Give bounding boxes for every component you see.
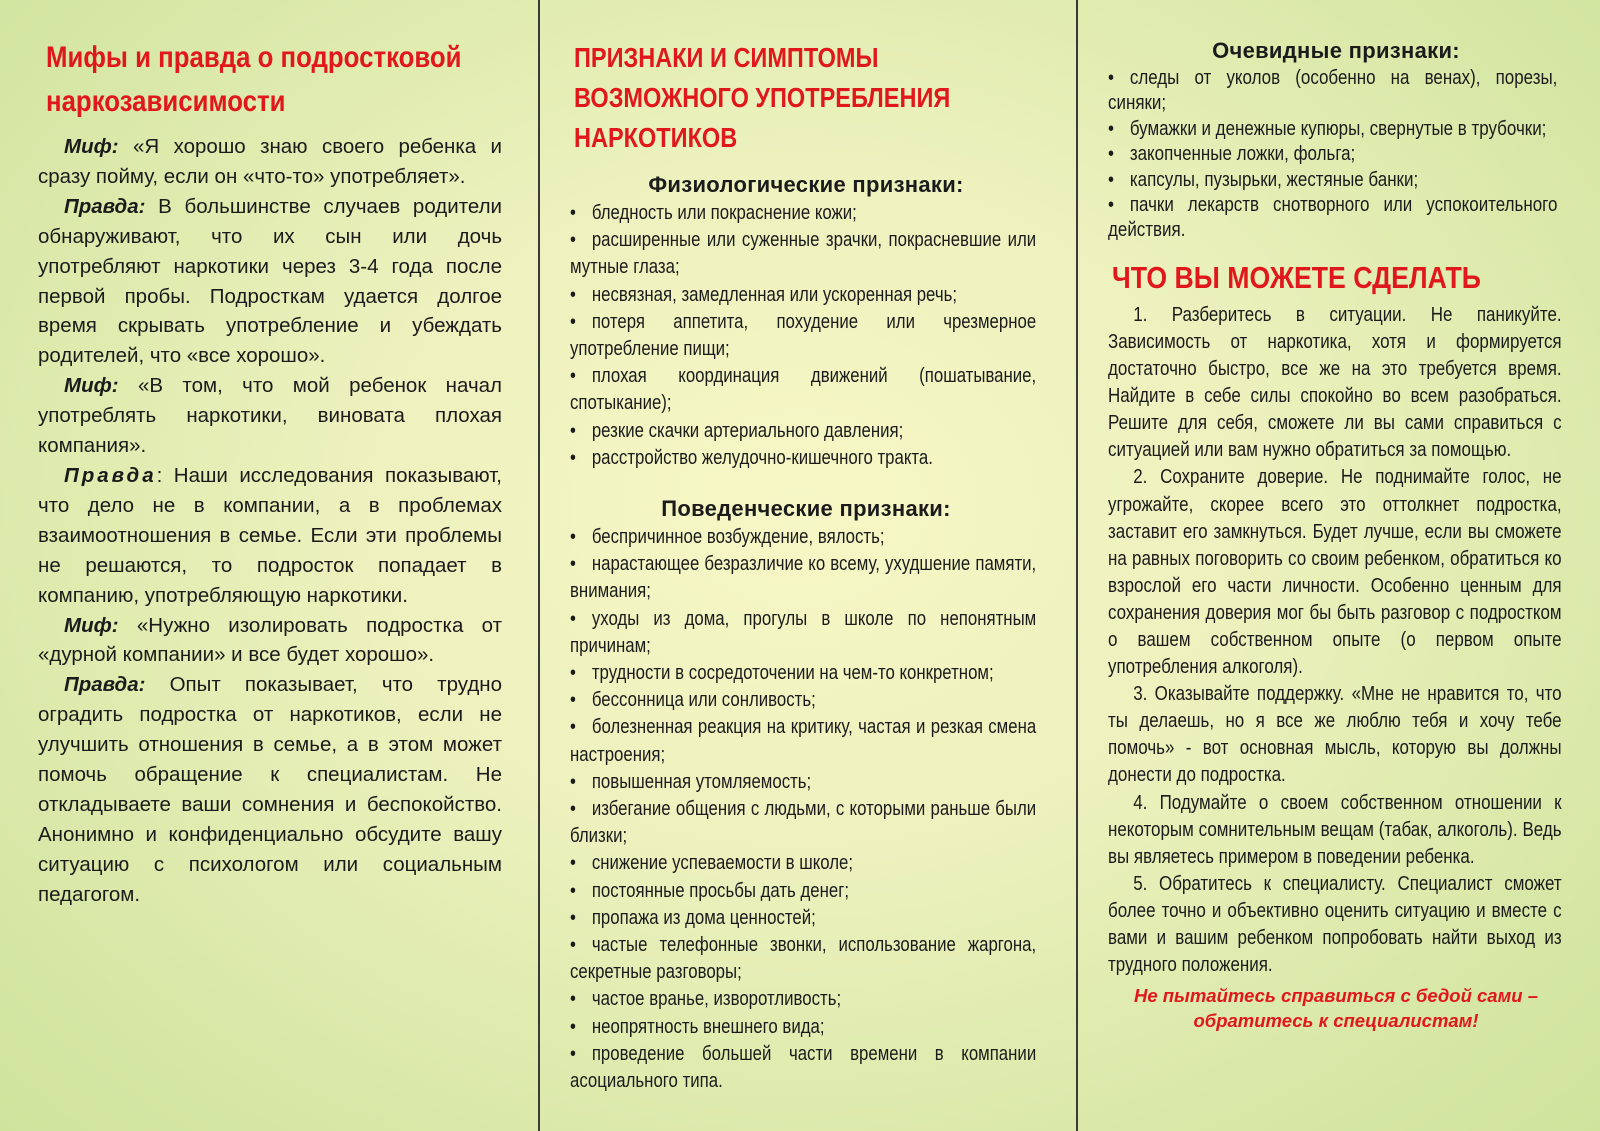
list-item-text: бумажки и денежные купюры, свернутые в трубочки; (1129, 117, 1547, 140)
behav-item (570, 850, 1036, 877)
paragraph-text: Опыт показывает, что трудно оградить подростка от наркотиков, если не улучшить отношения в семье, а в этом может помочь обращение к специалистам. Не откладываете ваши сомнения и беспокойство. Анонимно и конфиденциально обсудите вашу ситуацию с психологом или социальным педагогом. (38, 673, 502, 906)
bullet-icon: • (570, 310, 576, 333)
obvious-heading: Очевидные признаки: (1212, 38, 1460, 63)
bullet-icon: • (1108, 117, 1114, 140)
bullet-icon: • (570, 934, 576, 957)
list-item-text: пропажа из дома ценностей; (591, 906, 816, 929)
behav-item (570, 878, 1036, 905)
bullet-icon: • (570, 202, 576, 224)
behav-list (570, 524, 1042, 1095)
actions-title: ЧТО ВЫ МОЖЕТЕ СДЕЛАТЬ (1112, 259, 1481, 295)
truth-paragraph (38, 461, 502, 611)
physio-item (570, 418, 1036, 445)
bullet-icon: • (570, 1042, 576, 1065)
list-item-text: нарастающее безразличие ко всему, ухудшение памяти, внимания; (570, 553, 1037, 603)
paragraph-text: : Наши исследования показывают, что дело не в компании, а в проблемах взаимоотношения в семье. Если эти проблемы не решаются, то подросток попадает в компанию, употребляющую наркотики. (38, 463, 502, 607)
paragraph-label: Правда: (64, 194, 146, 218)
behav-item (570, 905, 1036, 932)
truth-paragraph (38, 670, 502, 909)
behav-item (570, 551, 1036, 605)
list-item-text: расстройство желудочно-кишечного тракта. (591, 446, 933, 469)
list-item-text: повышенная утомляемость; (591, 770, 812, 793)
bullet-icon: • (570, 526, 576, 549)
list-item-text: уходы из дома, прогулы в школе по непонятным причинам; (570, 607, 1037, 657)
obvious-list (1108, 66, 1564, 244)
physio-item (570, 309, 1036, 363)
bullet-icon: • (570, 1015, 576, 1038)
bullet-icon: • (1108, 194, 1114, 217)
actions-steps (1108, 302, 1564, 979)
bullet-icon: • (570, 689, 576, 712)
bullet-icon: • (570, 283, 576, 306)
closing-line: Не пытайтесь справиться с бедой сами – (1133, 985, 1539, 1007)
behav-item (570, 714, 1036, 768)
obvious-item (1108, 117, 1557, 142)
list-item-text: несвязная, замедленная или ускоренная речь; (591, 283, 958, 306)
list-item-text: расширенные или суженные зрачки, покрасневшие или мутные глаза; (570, 229, 1037, 279)
paragraph-text: В большинстве случаев родители обнаруживают, что их сын или дочь употребляют наркотики через 3-4 года после первой пробы. Подросткам удается долгое время скрывать употребление и убеждать родителей, что «все хорошо». (38, 194, 502, 368)
bullet-icon: • (570, 607, 576, 630)
bullet-icon: • (570, 446, 576, 469)
behav-item (570, 769, 1036, 796)
list-item-text: постоянные просьбы дать денег; (591, 879, 850, 902)
action-step: 1. Разберитесь в ситуации. Не паникуйте. Зависимость от наркотика, хотя и формируется достаточно быстро, все же на это требуется время. Найдите в себе силы спокойно во всем разобраться. Решите для себя, сможете ли вы сами справиться с ситуацией или вам нужно обратиться за помощью. (1108, 303, 1562, 462)
closing-line: обратитесь к специалистам! (1193, 1010, 1479, 1032)
list-item-text: избегание общения с людьми, с которыми раньше были близки; (570, 798, 1037, 848)
paragraph-text: «Нужно изолировать подростка от «дурной компании» и все будет хорошо». (38, 613, 502, 667)
obvious-item (1108, 168, 1557, 193)
myths-column (0, 0, 538, 1131)
myths-text (38, 132, 502, 910)
physio-item (570, 445, 1036, 472)
myth-paragraph (38, 371, 502, 461)
symptoms-title: ПРИЗНАКИ И СИМПТОМЫ ВОЗМОЖНОГО УПОТРЕБЛЕНИЯ НАРКОТИКОВ (574, 42, 951, 153)
paragraph-label: Правда (64, 463, 157, 487)
truth-paragraph (38, 192, 502, 371)
physio-item (570, 200, 1036, 227)
bullet-icon: • (570, 770, 576, 793)
behav-item (570, 1041, 1036, 1095)
behav-item (570, 660, 1036, 687)
bullet-icon: • (570, 716, 576, 739)
paragraph-label: Правда: (64, 673, 146, 697)
list-item-text: потеря аппетита, похудение или чрезмерное употребление пищи; (570, 310, 1037, 361)
bullet-icon: • (570, 662, 576, 685)
list-item-text: плохая координация движений (пошатывание, спотыкание); (570, 365, 1037, 415)
behav-item (570, 796, 1036, 850)
behav-item (570, 524, 1036, 551)
list-item-text: трудности в сосредоточении на чем-то конкретном; (591, 662, 994, 685)
behav-item (570, 1014, 1036, 1041)
action-step: 3. Оказывайте поддержку. «Мне не нравится то, что ты делаешь, но я все же люблю тебя и хочу тебе помочь» - вот основная мысль, которую вы должны донести до подростка. (1108, 683, 1562, 787)
list-item-text: беспричинное возбуждение, вялость; (591, 526, 885, 549)
closing-call (1108, 983, 1564, 1033)
obvious-item (1108, 142, 1557, 167)
physio-item (570, 363, 1036, 417)
list-item-text: следы от уколов (особенно на венах), порезы, синяки; (1108, 67, 1558, 115)
bullet-icon: • (570, 906, 576, 929)
bullet-icon: • (1108, 143, 1114, 166)
bullet-icon: • (570, 229, 576, 252)
paragraph-text: «В том, что мой ребенок начал употреблять наркотики, виновата плохая компания». (38, 374, 502, 458)
actions-column (1078, 0, 1600, 1131)
myths-title: Мифы и правда о подростковой наркозависимости (46, 41, 462, 118)
myth-paragraph (38, 611, 502, 671)
symptoms-column (540, 0, 1076, 1131)
list-item-text: частое вранье, изворотливость; (591, 988, 842, 1011)
behav-item (570, 606, 1036, 660)
bullet-icon: • (570, 798, 576, 821)
list-item-text: закопченные ложки, фольга; (1129, 143, 1356, 166)
bullet-icon: • (570, 852, 576, 875)
bullet-icon: • (570, 988, 576, 1011)
list-item-text: болезненная реакция на критику, частая и резкая смена настроения; (570, 716, 1037, 766)
list-item-text: пачки лекарств снотворного или успокоительного действия. (1108, 194, 1558, 242)
myth-paragraph (38, 132, 502, 192)
action-step: 4. Подумайте о своем собственном отношении к некоторым сомнительным вещам (табак, алкоголь). Ведь вы являетесь примером в поведении ребенка. (1108, 791, 1562, 868)
behav-item (570, 932, 1036, 986)
list-item-text: частые телефонные звонки, использование жаргона, секретные разговоры; (570, 934, 1037, 984)
bullet-icon: • (570, 553, 576, 576)
action-step: 5. Обратитесь к специалисту. Специалист сможет более точно и объективно оценить ситуацию и вместе с вами и вашим ребенком попробовать найти выход из трудного положения. (1108, 872, 1562, 977)
obvious-item (1108, 193, 1557, 244)
list-item-text: капсулы, пузырьки, жестяные банки; (1129, 168, 1419, 191)
bullet-icon: • (570, 365, 576, 388)
bullet-icon: • (1108, 67, 1114, 89)
behav-heading: Поведенческие признаки: (661, 496, 951, 522)
list-item-text: резкие скачки артериального давления; (591, 419, 904, 442)
list-item-text: проведение большей части времени в компании асоциального типа. (570, 1042, 1037, 1093)
bullet-icon: • (570, 419, 576, 442)
behav-item (570, 986, 1036, 1013)
list-item-text: бледность или покраснение кожи; (591, 202, 857, 224)
action-step: 2. Сохраните доверие. Не поднимайте голос, не угрожайте, скорее всего это оттолкнет подростка, заставит его замкнуться. Будет лучше, если вы сможете на равных поговорить со своим ребенком, обратиться ко взрослой его части личности. Особенно ценным для сохранения доверия мог бы быть разговор с подростком о вашем собственном опыте (о первом опыте употребления алкоголя). (1108, 466, 1562, 679)
paragraph-label: Миф: (64, 374, 119, 398)
list-item-text: неопрятность внешнего вида; (591, 1015, 825, 1038)
physio-list (570, 200, 1042, 472)
physio-heading: Физиологические признаки: (648, 172, 964, 197)
list-item-text: бессонница или сонливость; (591, 689, 816, 712)
bullet-icon: • (1108, 168, 1114, 191)
paragraph-label: Миф: (64, 135, 119, 158)
paragraph-text: «Я хорошо знаю своего ребенка и сразу пойму, если он «что-то» употребляет». (38, 135, 502, 188)
list-item-text: снижение успеваемости в школе; (591, 852, 854, 875)
physio-item (570, 282, 1036, 309)
paragraph-label: Миф: (64, 613, 119, 637)
physio-item (570, 227, 1036, 281)
bullet-icon: • (570, 879, 576, 902)
behav-item (570, 687, 1036, 714)
obvious-item (1108, 66, 1557, 117)
